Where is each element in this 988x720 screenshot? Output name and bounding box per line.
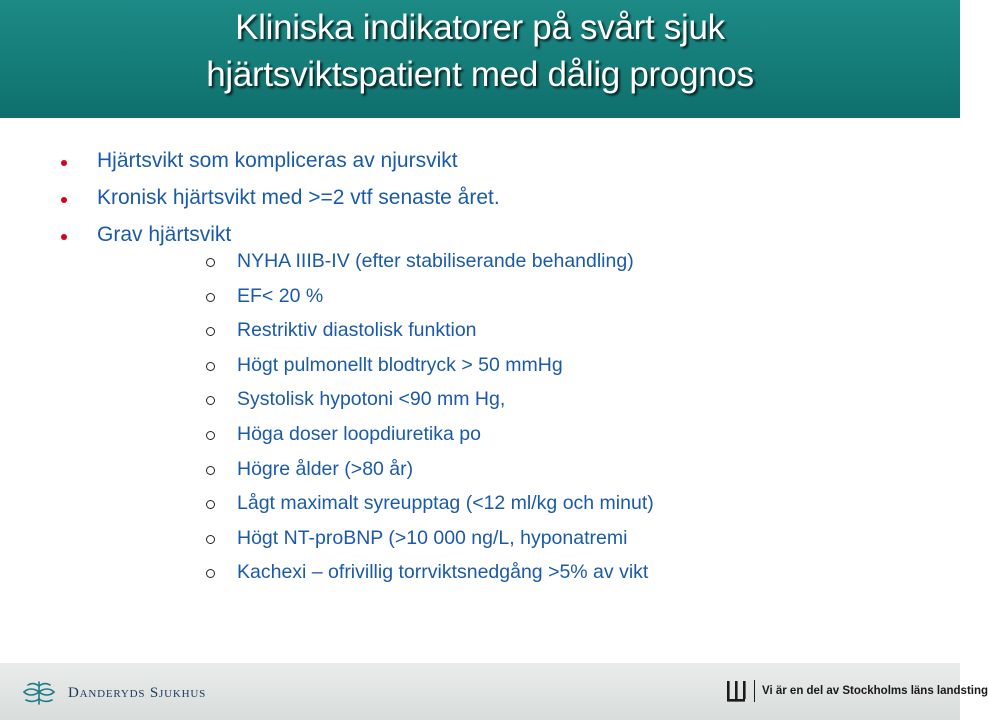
sub-bullet-text: Högt NT-proBNP (>10 000 ng/L, hyponatremi [237,526,628,549]
footer-brand: Danderyds Sjukhus [68,685,206,701]
sub-bullet-dot-icon [206,293,215,302]
sub-bullet-item [97,286,960,321]
sub-bullet-dot-icon [206,466,215,475]
bullet-text: Kronisk hjärtsvikt med >=2 vtf senaste året. [97,186,500,209]
sub-bullet-dot-icon [206,535,215,544]
sub-bullet-item [97,459,960,494]
sub-bullet-text: Systolisk hypotoni <90 mm Hg, [237,388,506,411]
sub-bullet-item [97,320,960,355]
sub-bullet-text: Restriktiv diastolisk funktion [237,319,477,342]
bullet-dot-icon [61,234,67,240]
sub-bullet-item [97,528,960,563]
sub-bullet-item [97,251,960,286]
footer-bar [0,663,988,720]
title-line-2: hjärtsviktspatient med dålig prognos [206,55,754,94]
sub-bullet-item [97,424,960,459]
sub-bullet-list [97,251,960,597]
title-banner [0,0,960,118]
sub-bullet-item [97,493,960,528]
sub-bullet-text: EF< 20 % [237,284,324,307]
sub-bullet-text: Högre ålder (>80 år) [237,457,414,480]
bullet-list [0,151,960,597]
slide-title [0,4,960,98]
sub-bullet-item [97,355,960,390]
sub-bullet-dot-icon [206,569,215,578]
bullet-dot-icon [61,160,67,166]
sub-bullet-text: Kachexi – ofrivillig torrviktsnedgång >5% av vikt [237,561,649,584]
sub-bullet-dot-icon [206,362,215,371]
sub-bullet-dot-icon [206,500,215,509]
sub-bullet-text: Lågt maximalt syreupptag (<12 ml/kg och minut) [237,492,654,515]
bullet-item [0,188,960,225]
footer-tagline: Vi är en del av Stockholms läns landsting [762,685,988,697]
bullet-dot-icon [61,197,67,203]
sub-bullet-text: NYHA IIIB-IV (efter stabiliserande behandling) [237,250,634,272]
sub-bullet-item [97,562,960,597]
bullet-item-grav-hjartsvikt [0,225,960,597]
sub-bullet-text: Högt pulmonellt blodtryck > 50 mmHg [237,353,563,376]
sll-logo-icon [724,679,750,703]
sub-bullet-text: Höga doser loopdiuretika po [237,422,481,445]
danderyd-logo-icon [20,678,58,706]
sub-bullet-dot-icon [206,327,215,336]
sub-bullet-dot-icon [206,396,215,405]
bullet-text: Grav hjärtsvikt [97,223,232,246]
sub-bullet-item [97,389,960,424]
sub-bullet-dot-icon [206,258,215,267]
bullet-text: Hjärtsvikt som kompliceras av njursvikt [97,149,458,172]
sub-bullet-dot-icon [206,431,215,440]
bullet-item [0,151,960,188]
footer-divider [754,680,755,702]
title-line-1: Kliniska indikatorer på svårt sjuk [235,8,725,47]
